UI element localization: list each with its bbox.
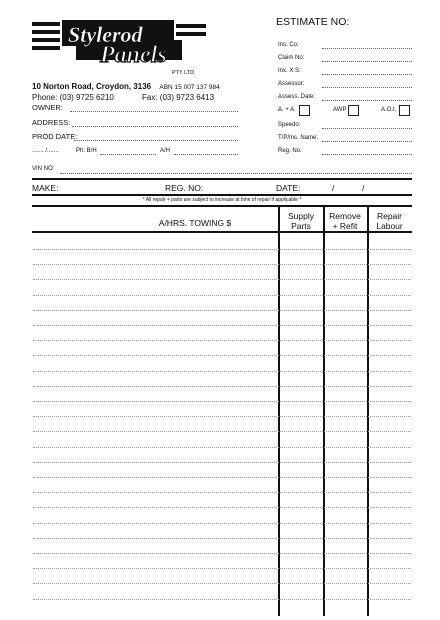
table-row[interactable] <box>33 386 411 387</box>
assess-date-label: Assess. Date: <box>278 94 316 100</box>
address-text: 10 Norton Road, Croydon, 3136 <box>32 82 152 91</box>
reg-label: REG. NO: <box>165 183 204 193</box>
table-row[interactable] <box>33 538 411 539</box>
address-field[interactable] <box>72 126 238 127</box>
ph-bh-field[interactable] <box>100 154 156 155</box>
make-label: MAKE: <box>32 183 59 193</box>
vin-field[interactable] <box>60 173 412 174</box>
awp-checkbox[interactable] <box>348 105 359 116</box>
table-row[interactable] <box>33 447 411 448</box>
aa-label: A. + A. <box>278 107 296 113</box>
table-row[interactable] <box>33 340 411 341</box>
supply-parts-line1: Supply <box>288 211 314 221</box>
table-top-rule <box>32 205 412 207</box>
stylerod-panels-logo <box>32 16 212 78</box>
table-row[interactable] <box>33 416 411 417</box>
table-row[interactable] <box>33 401 411 402</box>
owner-field[interactable] <box>70 111 238 112</box>
table-row[interactable] <box>33 325 411 326</box>
address-label: ADDRESS: <box>32 118 71 127</box>
date-label: DATE: <box>276 183 301 193</box>
column-divider-3 <box>367 206 369 616</box>
assessor-field[interactable] <box>322 87 412 88</box>
table-row[interactable] <box>33 355 411 356</box>
table-row[interactable] <box>33 371 411 372</box>
claim-no-label: Claim No: <box>278 55 305 61</box>
table-header-rule <box>32 231 412 233</box>
table-row[interactable] <box>33 568 411 569</box>
date-slash-2: / <box>362 183 365 193</box>
repair-labour-line2: Labour <box>376 221 403 231</box>
table-row[interactable] <box>33 295 411 296</box>
table-row[interactable] <box>33 507 411 508</box>
assessor-label: Assessor: <box>278 81 305 87</box>
ah-label: A/H <box>160 148 171 154</box>
column-divider-2 <box>323 206 325 616</box>
logo-stylerod-text: Stylerod <box>68 22 143 47</box>
table-row[interactable] <box>33 523 411 524</box>
table-row[interactable] <box>33 553 411 554</box>
logo-panels-text: Panels <box>100 42 167 68</box>
company-phone: Phone: (03) 9725 6210 <box>32 93 114 102</box>
prod-date-label: PROD DATE: <box>32 132 78 141</box>
inx-xs-field[interactable] <box>322 74 412 75</box>
aoi-checkbox[interactable] <box>399 105 410 116</box>
logo-left-stripes <box>32 22 60 50</box>
date-slash-1: / <box>332 183 335 193</box>
inx-xs-label: Inx. X S: <box>278 68 301 74</box>
speedo-label: Speedo: <box>278 122 301 128</box>
table-row[interactable] <box>33 477 411 478</box>
company-address <box>32 82 220 91</box>
price-note: * All repair + parts are subject to increase at time of repair if applicable * <box>142 197 302 203</box>
claim-no-field[interactable] <box>322 61 412 62</box>
repair-labour-line1: Repair <box>376 211 403 221</box>
column-divider-1 <box>278 206 280 616</box>
towing-header: A/HRS. TOWING $ <box>158 218 232 228</box>
awp-label: AWP <box>333 107 347 113</box>
remove-refit-header <box>323 211 367 231</box>
table-row[interactable] <box>33 310 411 311</box>
supply-parts-line2: Parts <box>291 221 311 231</box>
tp-ins-name-label: T/P/Ins. Name: <box>278 135 319 141</box>
make-top-rule <box>32 178 412 180</box>
table-row[interactable] <box>33 249 411 250</box>
reg-no-field[interactable] <box>322 154 412 155</box>
remove-refit-line1: Remove <box>329 211 361 221</box>
table-row[interactable] <box>33 599 411 600</box>
table-row[interactable] <box>33 492 411 493</box>
estimate-title: ESTIMATE NO: <box>276 16 350 28</box>
speedo-field[interactable] <box>322 128 412 129</box>
supply-parts-header <box>279 211 323 231</box>
reg-no-label: Reg. No. <box>278 148 302 154</box>
table-row[interactable] <box>33 264 411 265</box>
remove-refit-line2: + Refit <box>332 221 358 231</box>
prod-date-field[interactable] <box>74 140 238 141</box>
table-row[interactable] <box>33 583 411 584</box>
ins-co-label: Ins. Co: <box>278 42 299 48</box>
tp-ins-name-field[interactable] <box>322 141 412 142</box>
company-fax: Fax: (03) 9723 6413 <box>142 93 215 102</box>
aoi-label: A.O.I. <box>381 107 397 113</box>
aa-checkbox[interactable] <box>299 105 310 116</box>
ah-field[interactable] <box>174 154 238 155</box>
make-bottom-rule <box>32 194 412 196</box>
ins-co-field[interactable] <box>322 48 412 49</box>
ph-bh-label: Ph: B/H <box>76 148 97 154</box>
table-row[interactable] <box>33 431 411 432</box>
repair-labour-header <box>367 211 412 231</box>
vin-label: VIN NO: <box>32 166 55 172</box>
logo-pty-text: PTY LTD <box>172 70 195 76</box>
table-row[interactable] <box>33 462 411 463</box>
date-slash-text: ....... /....... <box>32 148 59 154</box>
table-row[interactable] <box>33 279 411 280</box>
owner-label: OWNER: <box>32 103 63 112</box>
abn-text: ABN 15 007 137 984 <box>159 84 220 91</box>
assess-date-field[interactable] <box>322 100 412 101</box>
